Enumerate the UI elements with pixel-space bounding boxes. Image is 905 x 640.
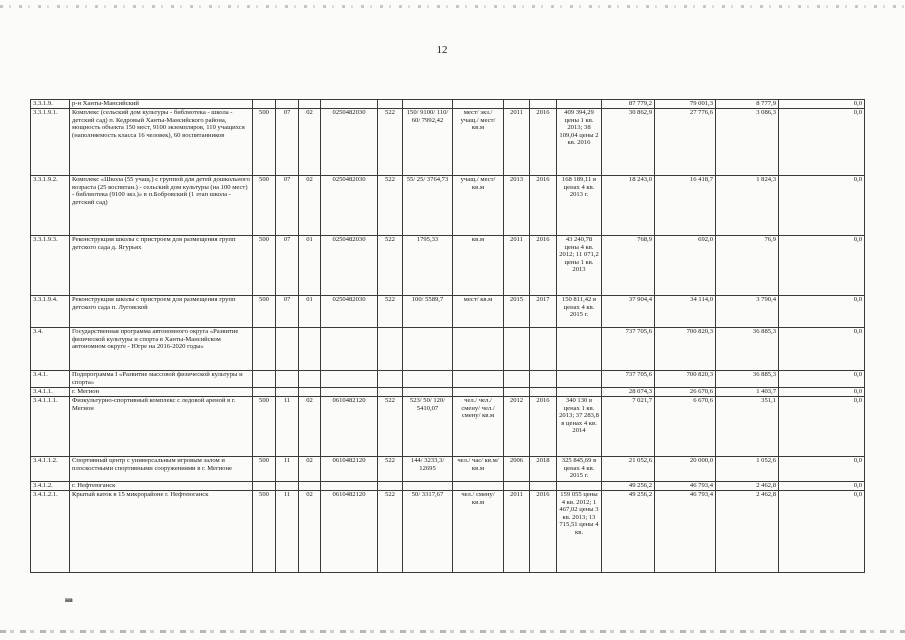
cell-name: Реконструкция школы с пристроем для размещения групп детского сада д. Ягурьях [70, 236, 253, 296]
cell-unit: учащ./ мест/ кв.м [453, 176, 504, 236]
cell-federal-budget: 46 793,4 [655, 482, 716, 491]
cell-federal-budget: 700 820,3 [655, 371, 716, 388]
cell-code: 3.3.1.9.3. [31, 236, 70, 296]
cell-rz: 07 [276, 296, 299, 328]
cell-start-year [504, 328, 530, 371]
cell-cost: 150 811,42 в ценах 4 кв. 2015 г. [557, 296, 602, 328]
cell-grbs: 500 [253, 457, 276, 482]
cell-rz: 11 [276, 397, 299, 457]
table-row [31, 482, 865, 491]
cell-name: Подпрограмма I «Развитие массовой физической культуры и спорта» [70, 371, 253, 388]
cell-capacity: 144/ 3233,3/ 12695 [403, 457, 453, 482]
cell-federal-budget: 27 776,6 [655, 109, 716, 176]
cell-csr: 0610482120 [321, 491, 378, 573]
cell-rz: 07 [276, 236, 299, 296]
cell-federal-budget: 34 114,0 [655, 296, 716, 328]
cell-end-year: 2017 [530, 296, 557, 328]
cell-name: г. Нефтеюганск [70, 482, 253, 491]
cell-cost [557, 482, 602, 491]
cell-capacity [403, 371, 453, 388]
cell-cost [557, 388, 602, 397]
cell-cost: 409 394,29 цены 1 кв. 2013; 38 109,04 цены 2 кв. 2016 [557, 109, 602, 176]
cell-capacity: 150/ 9100/ 110/ 60/ 7992,42 [403, 109, 453, 176]
cell-start-year: 2011 [504, 109, 530, 176]
cell-code: 3.3.1.9.2. [31, 176, 70, 236]
cell-rz [276, 482, 299, 491]
cell-rz: 11 [276, 491, 299, 573]
table-row [31, 328, 865, 371]
cell-pr: 01 [299, 236, 321, 296]
cell-name: Спортивный центр с универсальным игровым залом и плоскостными спортивными сооружениями в г. Мегионе [70, 457, 253, 482]
cell-total: 737 705,6 [602, 371, 655, 388]
cell-start-year [504, 371, 530, 388]
cell-local-budget: 0,0 [779, 397, 865, 457]
cell-end-year [530, 328, 557, 371]
cell-district-budget: 3 086,3 [716, 109, 779, 176]
table-row [31, 176, 865, 236]
scan-top-edge [0, 5, 905, 8]
cell-local-budget: 0,0 [779, 371, 865, 388]
cell-local-budget: 0,0 [779, 176, 865, 236]
cell-vr [378, 371, 403, 388]
cell-unit [453, 371, 504, 388]
table-row [31, 236, 865, 296]
cell-district-budget: 1 824,3 [716, 176, 779, 236]
cell-csr [321, 371, 378, 388]
cell-total: 21 052,6 [602, 457, 655, 482]
cell-start-year [504, 482, 530, 491]
cell-local-budget: 0,0 [779, 457, 865, 482]
cell-unit [453, 388, 504, 397]
cell-total: 28 074,3 [602, 388, 655, 397]
cell-district-budget: 1 403,7 [716, 388, 779, 397]
cell-end-year [530, 371, 557, 388]
cell-rz [276, 371, 299, 388]
cell-csr: 0250482030 [321, 296, 378, 328]
cell-total: 87 779,2 [602, 100, 655, 109]
cell-rz: 07 [276, 109, 299, 176]
cell-grbs [253, 371, 276, 388]
cell-grbs [253, 100, 276, 109]
cell-pr: 02 [299, 491, 321, 573]
cell-cost: 340 130 в ценах 1 кв. 2013; 37 283,8 в ценах 4 кв. 2014 [557, 397, 602, 457]
cell-local-budget: 0,0 [779, 100, 865, 109]
cell-total: 49 256,2 [602, 491, 655, 573]
cell-end-year: 2016 [530, 491, 557, 573]
cell-total: 49 256,2 [602, 482, 655, 491]
cell-name: Комплекс (сельский дом культуры - библиотека - школа - детский сад) п. Кедровый Ханты-Мансийского района, мощность объекта 150 мест, 9100 экземпляров, 110 учащихся (наполняемость класса 16 человек), 60 воспитанников [70, 109, 253, 176]
cell-pr [299, 482, 321, 491]
cell-total: 37 904,4 [602, 296, 655, 328]
cell-rz [276, 388, 299, 397]
cell-total: 18 243,0 [602, 176, 655, 236]
cell-unit: чел./ чел./ смену/ чел./ смену/ кв.м [453, 397, 504, 457]
cell-csr: 0250482030 [321, 236, 378, 296]
cell-unit [453, 482, 504, 491]
cell-capacity: 55/ 25/ 3764,73 [403, 176, 453, 236]
cell-pr: 02 [299, 397, 321, 457]
cell-code: 3.3.1.9.4. [31, 296, 70, 328]
cell-district-budget: 351,1 [716, 397, 779, 457]
cell-pr [299, 371, 321, 388]
cell-pr: 02 [299, 109, 321, 176]
table-row [31, 491, 865, 573]
cell-name: Государственная программа автономного округа «Развитие физической культуры и спорта в Ханты-Мансийском автономном округе - Югре на 2016-2020 годы» [70, 328, 253, 371]
cell-name: Реконструкция школы с пристроем для размещения групп детского сада п. Луговской [70, 296, 253, 328]
cell-district-budget: 36 885,3 [716, 328, 779, 371]
cell-csr: 0610482120 [321, 457, 378, 482]
cell-local-budget: 0,0 [779, 296, 865, 328]
cell-end-year [530, 482, 557, 491]
cell-capacity: 100/ 5589,7 [403, 296, 453, 328]
cell-vr: 522 [378, 236, 403, 296]
cell-start-year: 2011 [504, 491, 530, 573]
cell-vr [378, 328, 403, 371]
cell-end-year [530, 388, 557, 397]
cell-csr: 0610482120 [321, 397, 378, 457]
cell-code: 3.3.1.9. [31, 100, 70, 109]
table-row [31, 109, 865, 176]
table-row [31, 388, 865, 397]
cell-start-year: 2015 [504, 296, 530, 328]
cell-capacity [403, 388, 453, 397]
cell-local-budget: 0,0 [779, 491, 865, 573]
cell-unit: чел./ смену/ кв.м [453, 491, 504, 573]
cell-total: 737 705,6 [602, 328, 655, 371]
cell-capacity [403, 100, 453, 109]
cell-pr: 01 [299, 296, 321, 328]
cell-vr: 522 [378, 296, 403, 328]
cell-name: г. Мегион [70, 388, 253, 397]
cell-start-year: 2012 [504, 397, 530, 457]
cell-cost [557, 371, 602, 388]
cell-district-budget: 76,9 [716, 236, 779, 296]
cell-local-budget: 0,0 [779, 109, 865, 176]
cell-vr [378, 100, 403, 109]
cell-vr: 522 [378, 397, 403, 457]
cell-capacity [403, 328, 453, 371]
cell-vr: 522 [378, 491, 403, 573]
cell-capacity: 1795,33 [403, 236, 453, 296]
cell-cost: 168 189,11 в ценах 4 кв. 2013 г. [557, 176, 602, 236]
cell-csr [321, 482, 378, 491]
cell-local-budget: 0,0 [779, 328, 865, 371]
cell-name: р-н Ханты-Мансийский [70, 100, 253, 109]
cell-csr [321, 328, 378, 371]
cell-code: 3.4.1.1.1. [31, 397, 70, 457]
cell-district-budget: 2 462,8 [716, 482, 779, 491]
footer-mark: нв [65, 596, 73, 604]
table-row [31, 296, 865, 328]
cell-end-year: 2016 [530, 397, 557, 457]
cell-csr [321, 100, 378, 109]
scan-bottom-edge [0, 630, 905, 633]
cell-pr [299, 388, 321, 397]
page-number: 12 [436, 44, 448, 56]
cell-csr: 0250482030 [321, 109, 378, 176]
cell-grbs: 500 [253, 397, 276, 457]
cell-total: 7 021,7 [602, 397, 655, 457]
cell-code: 3.3.1.9.1. [31, 109, 70, 176]
cell-unit [453, 328, 504, 371]
cell-end-year: 2016 [530, 109, 557, 176]
table-row [31, 100, 865, 109]
cell-local-budget: 0,0 [779, 388, 865, 397]
cell-unit: кв.м [453, 236, 504, 296]
cell-vr: 522 [378, 109, 403, 176]
budget-table [30, 99, 865, 573]
cell-grbs: 500 [253, 176, 276, 236]
cell-federal-budget: 16 418,7 [655, 176, 716, 236]
cell-code: 3.4. [31, 328, 70, 371]
cell-start-year: 2011 [504, 236, 530, 296]
cell-cost: 325 845,69 в ценах 4 кв. 2015 г. [557, 457, 602, 482]
cell-federal-budget: 20 000,0 [655, 457, 716, 482]
cell-capacity [403, 482, 453, 491]
cell-csr: 0250482030 [321, 176, 378, 236]
cell-grbs [253, 482, 276, 491]
cell-federal-budget: 6 670,6 [655, 397, 716, 457]
cell-pr: 02 [299, 176, 321, 236]
cell-grbs: 500 [253, 236, 276, 296]
cell-code: 3.4.1.2.1. [31, 491, 70, 573]
table-row [31, 371, 865, 388]
cell-pr [299, 328, 321, 371]
cell-vr [378, 482, 403, 491]
cell-cost [557, 100, 602, 109]
cell-unit: мест/ экз./ учащ./ мест/ кв.м [453, 109, 504, 176]
cell-rz [276, 100, 299, 109]
cell-cost: 43 240,78 цены 4 кв. 2012; 11 071,2 цены 1 кв. 2013 [557, 236, 602, 296]
cell-start-year: 2006 [504, 457, 530, 482]
table-row [31, 457, 865, 482]
cell-rz: 07 [276, 176, 299, 236]
cell-total: 768,9 [602, 236, 655, 296]
cell-start-year [504, 388, 530, 397]
cell-name: Физкультурно-спортивный комплекс с ледовой ареной в г. Мегион [70, 397, 253, 457]
cell-district-budget: 2 462,8 [716, 491, 779, 573]
cell-start-year [504, 100, 530, 109]
cell-unit: чел./ час/ кв.м/ кв.м [453, 457, 504, 482]
cell-pr: 02 [299, 457, 321, 482]
cell-grbs: 500 [253, 296, 276, 328]
cell-end-year: 2016 [530, 176, 557, 236]
cell-federal-budget: 46 793,4 [655, 491, 716, 573]
cell-csr [321, 388, 378, 397]
cell-unit: мест/ кв.м [453, 296, 504, 328]
cell-federal-budget: 79 001,3 [655, 100, 716, 109]
cell-district-budget: 36 885,3 [716, 371, 779, 388]
cell-local-budget: 0,0 [779, 482, 865, 491]
cell-grbs [253, 328, 276, 371]
cell-cost [557, 328, 602, 371]
cell-total: 30 862,9 [602, 109, 655, 176]
cell-capacity: 523/ 50/ 120/ 5410,07 [403, 397, 453, 457]
cell-vr [378, 388, 403, 397]
cell-end-year: 2018 [530, 457, 557, 482]
cell-local-budget: 0,0 [779, 236, 865, 296]
cell-grbs: 500 [253, 109, 276, 176]
cell-federal-budget: 26 670,6 [655, 388, 716, 397]
cell-district-budget: 1 052,6 [716, 457, 779, 482]
cell-vr: 522 [378, 176, 403, 236]
cell-code: 3.4.1.1.2. [31, 457, 70, 482]
cell-pr [299, 100, 321, 109]
cell-federal-budget: 700 820,3 [655, 328, 716, 371]
cell-district-budget: 3 790,4 [716, 296, 779, 328]
cell-end-year: 2016 [530, 236, 557, 296]
cell-code: 3.4.1.2. [31, 482, 70, 491]
cell-grbs [253, 388, 276, 397]
cell-federal-budget: 692,0 [655, 236, 716, 296]
cell-unit [453, 100, 504, 109]
cell-rz [276, 328, 299, 371]
cell-name: Комплекс «Школа (55 учащ.) с группой для детей дошкольного возраста (25 воспитан.) - сельский дом культуры (на 100 мест) - библиотека (9100 экз.)» в п.Бобровский (1 этап школа - детский сад) [70, 176, 253, 236]
cell-start-year: 2013 [504, 176, 530, 236]
cell-capacity: 50/ 3317,67 [403, 491, 453, 573]
cell-rz: 11 [276, 457, 299, 482]
cell-code: 3.4.1. [31, 371, 70, 388]
cell-code: 3.4.1.1. [31, 388, 70, 397]
table-row [31, 397, 865, 457]
cell-end-year [530, 100, 557, 109]
cell-vr: 522 [378, 457, 403, 482]
cell-cost: 159 055 цены 4 кв. 2012; 1 467,02 цены 3 кв. 2013; 13 715,51 цены 4 кв. [557, 491, 602, 573]
cell-name: Крытый каток в 15 микрорайоне г. Нефтеюганск [70, 491, 253, 573]
cell-grbs: 500 [253, 491, 276, 573]
cell-district-budget: 8 777,9 [716, 100, 779, 109]
